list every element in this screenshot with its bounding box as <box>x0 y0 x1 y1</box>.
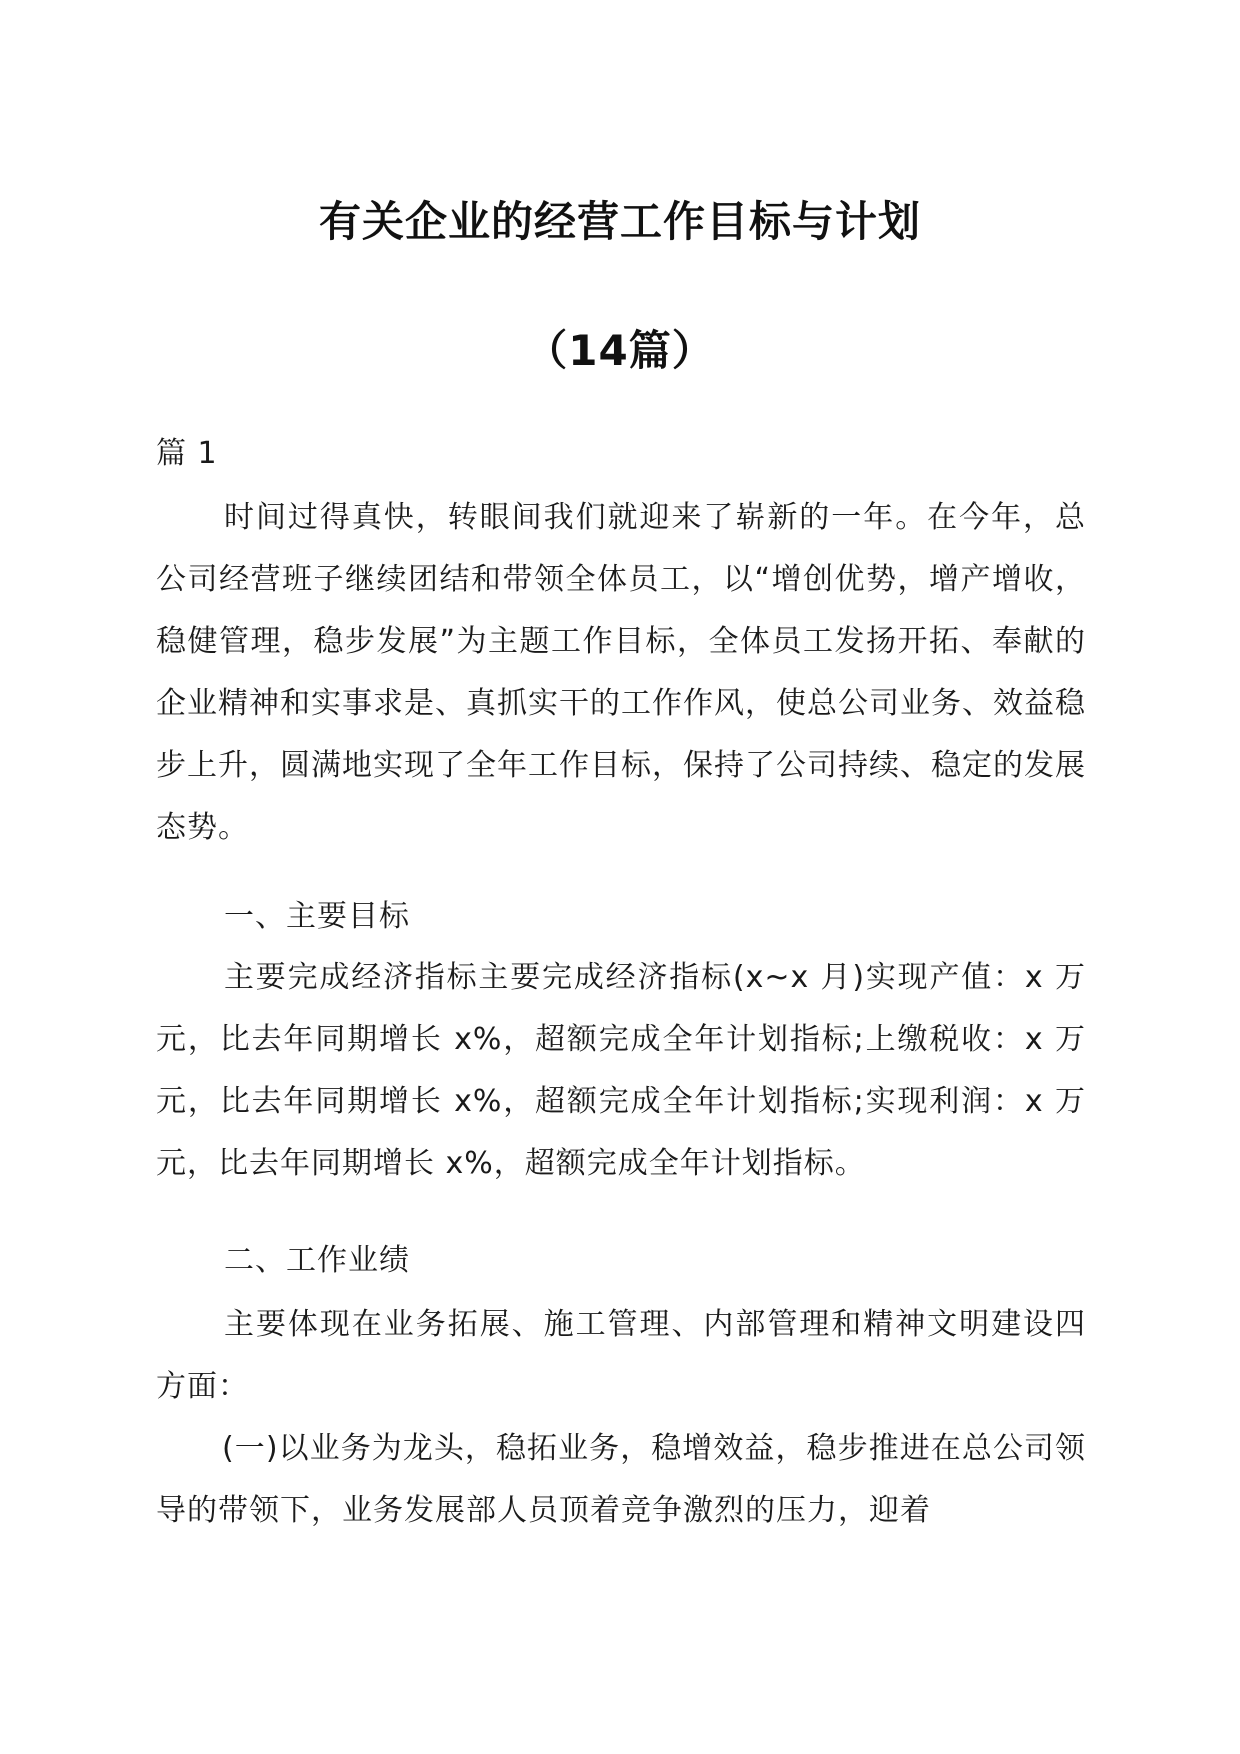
paragraph-goals: 主要完成经济指标主要完成经济指标(x~x 月)实现产值：x 万元，比去年同期增长 x%，超额完成全年计划指标;上缴税收：x 万元，比去年同期增长 x%，超额完成全年计划指标;实现利润：x 万元，比去年同期增长 x%，超额完成全年计划指标。 <box>156 960 1086 1181</box>
document-title: 有关企业的经营工作目标与计划 <box>318 197 921 246</box>
heading-performance: 二、工作业绩 <box>224 1243 410 1278</box>
document-subtitle: （14篇） <box>525 326 715 375</box>
heading-main-goals: 一、主要目标 <box>224 899 410 934</box>
section-label: 篇 1 <box>156 436 218 471</box>
paragraph-performance: 主要体现在业务拓展、施工管理、内部管理和精神文明建设四方面： <box>156 1307 1086 1404</box>
paragraph-item-1: (一)以业务为龙头，稳拓业务，稳增效益，稳步推进在总公司领导的带领下，业务发展部人员顶着竞争激烈的压力，迎着 <box>156 1431 1086 1528</box>
paragraph-intro: 时间过得真快，转眼间我们就迎来了崭新的一年。在今年，总公司经营班子继续团结和带领全体员工，以“增创优势，增产增收，稳健管理，稳步发展”为主题工作目标，全体员工发扬开拓、奉献的企业精神和实事求是、真抓实干的工作作风，使总公司业务、效益稳步上升，圆满地实现了全年工作目标，保持了公司持续、稳定的发展态势。 <box>156 500 1086 845</box>
